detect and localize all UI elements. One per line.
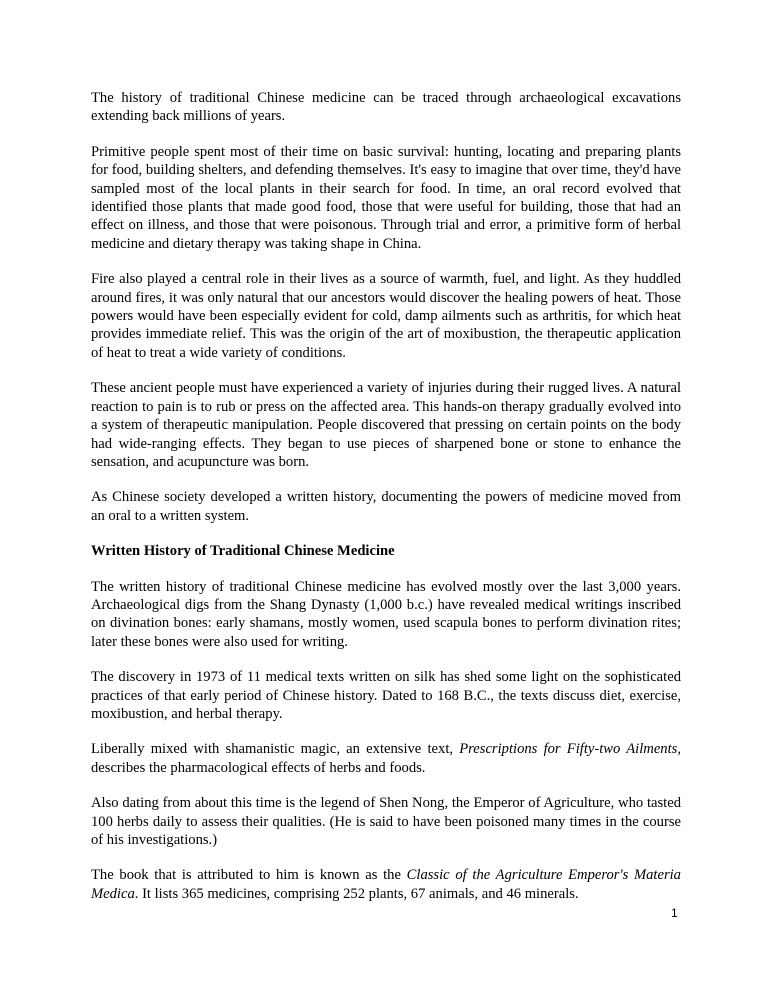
classic-text-after: . It lists 365 medicines, comprising 252 plants, 67 animals, and 46 minerals.: [134, 885, 579, 902]
paragraph-prescriptions: [91, 740, 681, 777]
classic-text-before: The book that is attributed to him is known as the: [91, 867, 407, 884]
paragraph-origins: The history of traditional Chinese medicine can be traced through archaeological excavations extending back millions of years.: [91, 90, 681, 125]
section-heading: Written History of Traditional Chinese Medicine: [91, 543, 395, 560]
prescriptions-title: Prescriptions for Fifty-two Ailments: [459, 741, 678, 758]
prescriptions-text-before: Liberally mixed with shamanistic magic, an extensive text,: [91, 741, 460, 758]
classic-title: Classic of the Agriculture Emperor's Materia Medica: [91, 867, 681, 902]
paragraph-written-history: The written history of traditional Chinese medicine has evolved mostly over the last 3,000 years. Archaeological digs from the Shang Dynasty (1,000 b.c.) have revealed medical writings inscribed on divination bones: early shamans, mostly women, used scapula bones to perform divination rites; later these bones were also used for writing.: [91, 578, 681, 650]
document-body: [91, 89, 681, 920]
paragraph-written-system: As Chinese society developed a written history, documenting the powers of medicine moved from an oral to a written system.: [91, 489, 681, 524]
prescriptions-text-after: , describes the pharmacological effects of herbs and foods.: [91, 741, 681, 776]
paragraph-classic: [91, 866, 681, 903]
page-number: 1: [671, 906, 678, 920]
paragraph-injuries: These ancient people must have experienced a variety of injuries during their rugged lives. A natural reaction to pain is to rub or press on the affected area. This hands-on therapy gradually evolved into a system of therapeutic manipulation. People discovered that pressing on certain points on the body had wide-ranging effects. They began to use pieces of sharpened bone or stone to enhance the sensation, and acupuncture was born.: [91, 380, 681, 470]
paragraph-shen-nong: Also dating from about this time is the legend of Shen Nong, the Emperor of Agriculture, who tasted 100 herbs daily to assess their qualities. (He is said to have been poisoned many times in the course of his investigations.): [91, 795, 681, 848]
paragraph-primitive-people: Primitive people spent most of their time on basic survival: hunting, locating and preparing plants for food, building shelters, and defending themselves. It's easy to imagine that over time, they'd have sampled most of the local plants in their search for food. In time, an oral record evolved that identified those plants that made good food, those that were useful for building, those that had an effect on illness, and those that were poisonous. Through trial and error, a primitive form of herbal medicine and dietary therapy was taking shape in China.: [91, 143, 681, 252]
paragraph-fire: Fire also played a central role in their lives as a source of warmth, fuel, and light. As they huddled around fires, it was only natural that our ancestors would discover the healing powers of heat. Those powers would have been especially evident for cold, damp ailments such as arthritis, for which heat provides immediate relief. This was the origin of the art of moxibustion, the therapeutic application of heat to treat a wide variety of conditions.: [91, 271, 681, 361]
paragraph-silk-texts: The discovery in 1973 of 11 medical texts written on silk has shed some light on the sophisticated practices of that early period of Chinese history. Dated to 168 B.C., the texts discuss diet, exercise, moxibustion, and herbal therapy.: [91, 669, 681, 722]
